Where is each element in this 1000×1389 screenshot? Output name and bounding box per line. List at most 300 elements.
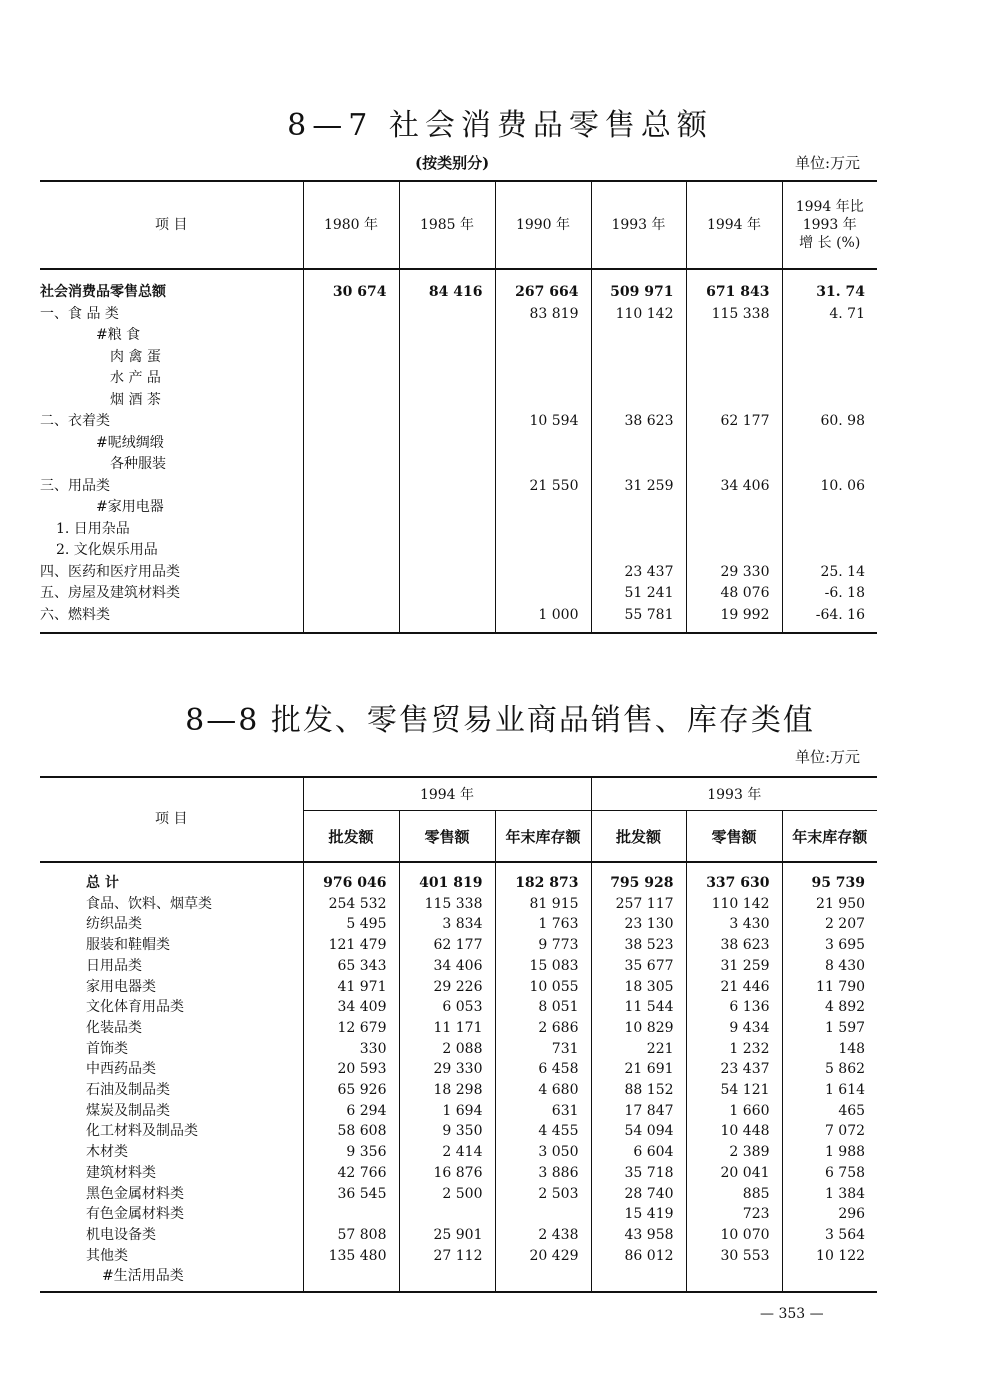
- wholesale-retail-table: [40, 776, 877, 1293]
- table1-row-label: 二、衣着类: [40, 413, 110, 429]
- table1-cell: [591, 497, 686, 519]
- table1-cell: [303, 605, 399, 634]
- table2-measure-header: 年末库存额: [782, 811, 877, 863]
- table1-cell: [399, 476, 495, 498]
- table2-cell: 11 544: [591, 997, 686, 1018]
- table1-row-label: 六、燃料类: [40, 605, 303, 634]
- table1-cell: [303, 325, 399, 347]
- table1-cell: [303, 476, 399, 498]
- table1-cell: 110 142: [591, 304, 686, 326]
- table1-row-label: #家用电器: [96, 499, 164, 515]
- table1-row-label: 水 产 品: [110, 370, 161, 386]
- table1-header-cell: 1980 年: [303, 181, 399, 269]
- table2-cell: 12 679: [303, 1018, 399, 1039]
- table1-row: [40, 562, 877, 584]
- table2-measure-header: 批发额: [303, 811, 399, 863]
- table2-measure-header: 批发额: [591, 811, 686, 863]
- table1-row-label: 社会消费品零售总额: [40, 284, 166, 300]
- table1-header-cell: 项 目: [40, 181, 303, 269]
- table2-cell: 9 773: [495, 935, 591, 956]
- table1-cell: 1 000: [495, 605, 591, 634]
- table2-year-group: 1994 年: [303, 777, 591, 811]
- table1-cell: [782, 325, 877, 347]
- table2-cell: 11 790: [782, 977, 877, 998]
- table2-row-label: 食品、饮料、烟草类: [86, 895, 212, 912]
- table2-cell: 10 122: [782, 1246, 877, 1267]
- table2-cell: 6 458: [495, 1059, 591, 1080]
- table1-cell: [686, 347, 782, 369]
- page-number: — 353 —: [760, 1306, 824, 1322]
- table2-cell: 20 593: [303, 1059, 399, 1080]
- table2-cell: 28 740: [591, 1184, 686, 1205]
- table2-cell: 3 564: [782, 1225, 877, 1246]
- table2-cell: 20 429: [495, 1246, 591, 1267]
- table2-cell: [303, 1204, 399, 1225]
- table2-cell: 21 950: [782, 894, 877, 915]
- table2-cell: 6 604: [591, 1142, 686, 1163]
- table2-cell: 16 876: [399, 1163, 495, 1184]
- table1-header-cell: 1993 年: [591, 181, 686, 269]
- table1-cell: [686, 433, 782, 455]
- table1-cell: -64. 16: [782, 605, 877, 634]
- table1-row: [40, 325, 877, 347]
- table1-row-label: 烟 酒 茶: [110, 391, 161, 408]
- table1-cell: [686, 497, 782, 519]
- table2-cell: 35 677: [591, 956, 686, 977]
- table1-cell: [399, 562, 495, 584]
- table1-cell: [495, 519, 591, 541]
- table1-row: [40, 433, 877, 455]
- table1-cell: 509 971: [591, 269, 686, 304]
- table2-cell: 65 926: [303, 1080, 399, 1101]
- table2-row: [40, 1142, 877, 1163]
- table2-row-label: 机电设备类: [86, 1226, 156, 1243]
- table2-cell: 31 259: [686, 956, 782, 977]
- table1-cell: 51 241: [591, 583, 686, 605]
- table1-cell: 34 406: [686, 476, 782, 498]
- table2-cell: 38 523: [591, 935, 686, 956]
- table2-row: [40, 862, 877, 894]
- table1-cell: [303, 562, 399, 584]
- table1-title: 8—7 社会消费品零售总额: [287, 108, 713, 143]
- table2-cell: 5 495: [303, 914, 399, 935]
- table2-row-label: 服装和鞋帽类: [86, 937, 170, 954]
- table1-cell: [303, 390, 399, 412]
- table2-row: [40, 997, 877, 1018]
- table2-row: [40, 1018, 877, 1039]
- table1-row-label: #呢绒绸缎: [96, 434, 164, 451]
- table1-cell: [399, 433, 495, 455]
- table2-cell: 15 419: [591, 1204, 686, 1225]
- table1-cell: 10. 06: [782, 476, 877, 498]
- table1-cell: -6. 18: [782, 583, 877, 605]
- table1-row-label: 各种服装: [110, 456, 166, 472]
- table2-cell: 21 446: [686, 977, 782, 998]
- table2-measure-header: 零售额: [686, 811, 782, 863]
- table1-cell: [686, 368, 782, 390]
- table1-row: [40, 519, 877, 541]
- table2-cell: 6 294: [303, 1101, 399, 1122]
- table2-row: [40, 977, 877, 998]
- table2-year-group: 1993 年: [591, 777, 877, 811]
- table1-cell: [782, 390, 877, 412]
- table2-cell: 10 055: [495, 977, 591, 998]
- table2-row-label: 首饰类: [86, 1040, 128, 1057]
- table2-item-header: 项 目: [40, 777, 303, 862]
- table1-cell: [399, 368, 495, 390]
- table2-row-label: 黑色金属材料类: [86, 1185, 184, 1202]
- table2-cell: 86 012: [591, 1246, 686, 1267]
- table1-row: [40, 583, 877, 605]
- table1-cell: 19 992: [686, 605, 782, 634]
- table2-cell: 15 083: [495, 956, 591, 977]
- table1-row: [40, 269, 877, 304]
- table1-row: [40, 347, 877, 369]
- table2-measure-header: 零售额: [399, 811, 495, 863]
- table2-row-label: 其他类: [86, 1247, 128, 1264]
- table2-cell: 62 177: [399, 935, 495, 956]
- table1-row: [40, 368, 877, 390]
- table2-row: [40, 1121, 877, 1142]
- table2-row: [40, 894, 877, 915]
- table1-row-label: 五、房屋及建筑材料类: [40, 585, 180, 601]
- table1-cell: [686, 325, 782, 347]
- table1-cell: 4. 71: [782, 304, 877, 326]
- table1-cell: [399, 304, 495, 326]
- table2-header: [40, 777, 877, 862]
- table1-header-cell: 1985 年: [399, 181, 495, 269]
- table1-cell: [686, 390, 782, 412]
- table2-cell: 401 819: [399, 862, 495, 894]
- table2-title: 8—8 批发、零售贸易业商品销售、库存类值: [185, 703, 815, 738]
- table1-cell: [782, 519, 877, 541]
- table1-cell: [399, 411, 495, 433]
- table2-row-label: #生活用品类: [40, 1266, 303, 1292]
- table2-cell: 795 928: [591, 862, 686, 894]
- table1-cell: [399, 454, 495, 476]
- table1-cell: [686, 540, 782, 562]
- table2-cell: 148: [782, 1039, 877, 1060]
- table2-row: [40, 1246, 877, 1267]
- table2-cell: 27 112: [399, 1246, 495, 1267]
- table2-row: [40, 1266, 877, 1292]
- table1-cell: 38 623: [591, 411, 686, 433]
- table2-row-label: 中西药品类: [86, 1061, 156, 1078]
- table2-cell: 3 430: [686, 914, 782, 935]
- table2-cell: 88 152: [591, 1080, 686, 1101]
- table2-cell: 631: [495, 1101, 591, 1122]
- table1-cell: [399, 519, 495, 541]
- table1-row-label: 四、医药和医疗用品类: [40, 563, 180, 580]
- table2-row: [40, 1039, 877, 1060]
- table2-cell: 8 051: [495, 997, 591, 1018]
- table2-cell: 25 901: [399, 1225, 495, 1246]
- table2-row-label: 纺织品类: [86, 916, 142, 933]
- table2-cell: 58 608: [303, 1121, 399, 1142]
- table1-cell: [782, 497, 877, 519]
- table2-cell: 95 739: [782, 862, 877, 894]
- table2-cell: 3 050: [495, 1142, 591, 1163]
- table1-cell: 25. 14: [782, 562, 877, 584]
- table1-cell: [782, 368, 877, 390]
- table2-cell: 21 691: [591, 1059, 686, 1080]
- table1-cell: [399, 325, 495, 347]
- table1-subtitle: (按类别分): [415, 154, 490, 172]
- table1-row-label: 一、食 品 类: [40, 305, 119, 322]
- table2-cell: 4 892: [782, 997, 877, 1018]
- table1-row: [40, 454, 877, 476]
- table2-cell: 6 136: [686, 997, 782, 1018]
- table1-cell: [399, 497, 495, 519]
- table1-cell: 23 437: [591, 562, 686, 584]
- table2-row: [40, 914, 877, 935]
- table1-cell: [495, 497, 591, 519]
- table1-cell: [686, 519, 782, 541]
- table2-cell: 2 207: [782, 914, 877, 935]
- table1-cell: [303, 433, 399, 455]
- table2-cell: 57 808: [303, 1225, 399, 1246]
- table2-cell: 723: [686, 1204, 782, 1225]
- table1-row: [40, 497, 877, 519]
- table1-cell: 62 177: [686, 411, 782, 433]
- table2-cell: 2 686: [495, 1018, 591, 1039]
- table2-cell: 3 834: [399, 914, 495, 935]
- table2-row-label: 总 计: [86, 875, 119, 891]
- table1-cell: [303, 454, 399, 476]
- table2-cell: 5 862: [782, 1059, 877, 1080]
- table1-cell: 115 338: [686, 304, 782, 326]
- table2-row-label: 木材类: [86, 1144, 128, 1161]
- table2-cell: 2 389: [686, 1142, 782, 1163]
- table1-cell: [303, 497, 399, 519]
- table1-cell: [399, 583, 495, 605]
- table2-cell: 17 847: [591, 1101, 686, 1122]
- table1-cell: 21 550: [495, 476, 591, 498]
- table2-cell: 7 072: [782, 1121, 877, 1142]
- table2-cell: 465: [782, 1101, 877, 1122]
- table2-cell: 110 142: [686, 894, 782, 915]
- table1-cell: [303, 368, 399, 390]
- table1-cell: [591, 347, 686, 369]
- table1-row: [40, 476, 877, 498]
- table2-row: [40, 1163, 877, 1184]
- table2-cell: 1 988: [782, 1142, 877, 1163]
- table2-cell: 23 130: [591, 914, 686, 935]
- retail-sales-table: [40, 180, 877, 634]
- table2-cell: 34 406: [399, 956, 495, 977]
- table1-cell: [399, 347, 495, 369]
- table1-cell: [303, 304, 399, 326]
- table2-cell: 81 915: [495, 894, 591, 915]
- table2-cell: [591, 1266, 686, 1292]
- table2-cell: 1 232: [686, 1039, 782, 1060]
- table2-row-label: 家用电器类: [86, 978, 156, 995]
- table1-header-cell: 1994 年: [686, 181, 782, 269]
- table2-cell: 2 503: [495, 1184, 591, 1205]
- table2-cell: 43 958: [591, 1225, 686, 1246]
- table1-cell: [591, 519, 686, 541]
- table2-cell: 182 873: [495, 862, 591, 894]
- table1-row: [40, 304, 877, 326]
- table1-cell: [782, 454, 877, 476]
- table2-cell: 1 694: [399, 1101, 495, 1122]
- table2-cell: 257 117: [591, 894, 686, 915]
- table2-cell: 41 971: [303, 977, 399, 998]
- table2-cell: 731: [495, 1039, 591, 1060]
- table1-row-label: 2. 文化娱乐用品: [56, 542, 158, 558]
- table1-cell: 60. 98: [782, 411, 877, 433]
- table1-row: [40, 411, 877, 433]
- table2-cell: 6 758: [782, 1163, 877, 1184]
- table2-cell: 296: [782, 1204, 877, 1225]
- table2-row: [40, 1059, 877, 1080]
- table2-row-label: 日用品类: [86, 957, 142, 974]
- table1-cell: [303, 347, 399, 369]
- table2-cell: [782, 1266, 877, 1292]
- table2-cell: 115 338: [399, 894, 495, 915]
- table2-cell: 11 171: [399, 1018, 495, 1039]
- table1-cell: 267 664: [495, 269, 591, 304]
- table1-cell: [303, 583, 399, 605]
- table2-row-label: 石油及制品类: [86, 1082, 170, 1099]
- table2-cell: 121 479: [303, 935, 399, 956]
- table1-cell: 10 594: [495, 411, 591, 433]
- table2-cell: 1 384: [782, 1184, 877, 1205]
- table1-header-cell: 1994 年比 1993 年 增 长 (%): [782, 181, 877, 269]
- table2-cell: 10 070: [686, 1225, 782, 1246]
- table2-cell: 885: [686, 1184, 782, 1205]
- table1-cell: [782, 347, 877, 369]
- table2-cell: 330: [303, 1039, 399, 1060]
- table2-cell: 2 500: [399, 1184, 495, 1205]
- table2-cell: [399, 1266, 495, 1292]
- table2-row: [40, 1101, 877, 1122]
- table2-row: [40, 956, 877, 977]
- table1-cell: [495, 368, 591, 390]
- table2-cell: [686, 1266, 782, 1292]
- table2-cell: [495, 1266, 591, 1292]
- table2-cell: 34 409: [303, 997, 399, 1018]
- table2-cell: 2 438: [495, 1225, 591, 1246]
- table2-cell: 18 298: [399, 1080, 495, 1101]
- table2-cell: 221: [591, 1039, 686, 1060]
- table1-cell: 48 076: [686, 583, 782, 605]
- table2-cell: 3 886: [495, 1163, 591, 1184]
- table2-row: [40, 935, 877, 956]
- table1-row: [40, 605, 877, 634]
- table2-cell: 38 623: [686, 935, 782, 956]
- table1-cell: [591, 325, 686, 347]
- table1-cell: 55 781: [591, 605, 686, 634]
- table2-cell: 42 766: [303, 1163, 399, 1184]
- table2-cell: 54 094: [591, 1121, 686, 1142]
- table2-cell: 10 448: [686, 1121, 782, 1142]
- table1-cell: [591, 433, 686, 455]
- table2-cell: 9 350: [399, 1121, 495, 1142]
- table2-cell: 10 829: [591, 1018, 686, 1039]
- table2-cell: 18 305: [591, 977, 686, 998]
- table1-cell: [495, 454, 591, 476]
- table2-row-label: 文化体育用品类: [86, 999, 184, 1016]
- table1-cell: [495, 390, 591, 412]
- table2-row-label: 有色金属材料类: [86, 1206, 184, 1223]
- table1-row-label: 肉 禽 蛋: [110, 348, 161, 365]
- table2-cell: 337 630: [686, 862, 782, 894]
- table2-cell: 36 545: [303, 1184, 399, 1205]
- table2-measure-header: 年末库存额: [495, 811, 591, 863]
- table2-cell: 135 480: [303, 1246, 399, 1267]
- table2-cell: [399, 1204, 495, 1225]
- table2-cell: 4 455: [495, 1121, 591, 1142]
- table2-cell: 976 046: [303, 862, 399, 894]
- table1-cell: [399, 605, 495, 634]
- table1-cell: [495, 583, 591, 605]
- table1-unit: 单位:万元: [794, 154, 860, 172]
- table2-row: [40, 1184, 877, 1205]
- table2-cell: 2 414: [399, 1142, 495, 1163]
- table2-row-label: 建筑材料类: [86, 1164, 156, 1181]
- table1-row-label: 1. 日用杂品: [56, 520, 130, 537]
- table2-cell: 1 597: [782, 1018, 877, 1039]
- table2-body: [40, 862, 877, 1292]
- table1-row: [40, 540, 877, 562]
- table2-cell: 6 053: [399, 997, 495, 1018]
- table2-cell: 35 718: [591, 1163, 686, 1184]
- table1-cell: [495, 325, 591, 347]
- table2-cell: 9 356: [303, 1142, 399, 1163]
- table2-unit: 单位:万元: [794, 748, 860, 766]
- table1-row-label: #粮 食: [96, 327, 141, 343]
- table1-cell: [591, 390, 686, 412]
- table2-cell: 20 041: [686, 1163, 782, 1184]
- table1-cell: 31. 74: [782, 269, 877, 304]
- table2-cell: [495, 1204, 591, 1225]
- table2-cell: 1 614: [782, 1080, 877, 1101]
- table1-cell: [686, 454, 782, 476]
- table2-cell: 2 088: [399, 1039, 495, 1060]
- table1-body: [40, 269, 877, 633]
- table2-cell: 1 763: [495, 914, 591, 935]
- table1-cell: [495, 347, 591, 369]
- table2-row-label: 煤炭及制品类: [86, 1102, 170, 1119]
- table1-cell: [303, 540, 399, 562]
- table2-cell: 8 430: [782, 956, 877, 977]
- table2-row: [40, 1204, 877, 1225]
- table2-cell: 29 330: [399, 1059, 495, 1080]
- table1-row-label: 三、用品类: [40, 477, 110, 494]
- table1-cell: 31 259: [591, 476, 686, 498]
- table2-cell: 65 343: [303, 956, 399, 977]
- table1-cell: 83 819: [495, 304, 591, 326]
- table1-cell: [495, 562, 591, 584]
- table2-row: [40, 1225, 877, 1246]
- table1-cell: [782, 540, 877, 562]
- table2-cell: 29 226: [399, 977, 495, 998]
- table2-cell: 30 553: [686, 1246, 782, 1267]
- table1-cell: 30 674: [303, 269, 399, 304]
- table1-cell: [399, 390, 495, 412]
- table1-header-row: [40, 181, 877, 269]
- table1-cell: [399, 540, 495, 562]
- table2-cell: 254 532: [303, 894, 399, 915]
- table1-cell: [591, 368, 686, 390]
- table1-cell: [495, 540, 591, 562]
- table2-row-label: 化工材料及制品类: [86, 1123, 198, 1140]
- table1-cell: [591, 540, 686, 562]
- table1-cell: 29 330: [686, 562, 782, 584]
- table2-row-label: 化装品类: [86, 1019, 142, 1036]
- table1-cell: [591, 454, 686, 476]
